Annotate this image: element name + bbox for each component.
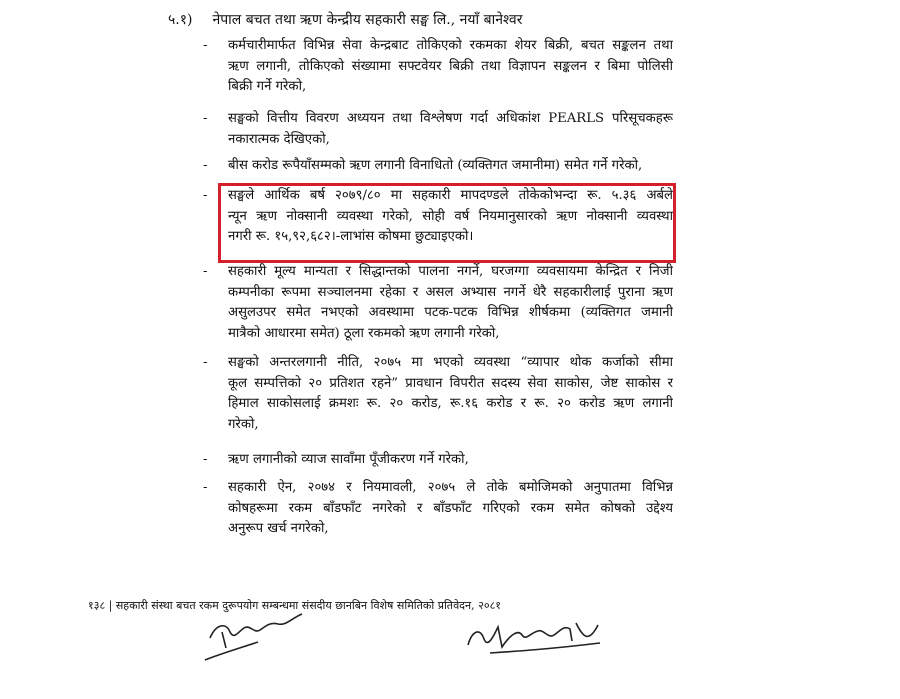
text-line: अनुरूप खर्च नगरेको, — [228, 521, 329, 536]
text-line: नकारात्मक देखिएको, — [228, 131, 330, 147]
section-number: ५.१) — [168, 12, 193, 28]
list-item-text — [228, 109, 673, 150]
text-line: गरेको, — [228, 416, 259, 432]
text-line: न्यून ऋण नोक्सानी व्यवस्था गरेको, सोही वर्ष नियमानुसारको ऋण नोक्सानी व्यवस्था — [228, 208, 673, 224]
list-item-text — [228, 156, 673, 177]
text-line: असुलउपर समेत नभएको अवस्थामा पटक-पटक विभिन्न शीर्षकमा (व्यक्तिगत जमानी — [228, 305, 673, 320]
text-line: सहकारी मूल्य मान्यता र सिद्धान्तको पालना नगर्ने, घरजग्गा व्यवसायमा केन्द्रित र निजी — [228, 264, 673, 279]
text-line: हिमाल साकोसलाई क्रमशः रू. २० करोड, रू.१६ करोड र रू. २० करोड ऋण लगानी — [228, 396, 673, 411]
text-line: मात्रैको आधारमा समेत) ठूला रकमको ऋण लगानी गरेको, — [228, 325, 500, 341]
list-item-text — [228, 36, 673, 98]
bullet-dash: - — [203, 111, 208, 126]
text-line: कोषहरूमा रकम बाँडफाँट नगरेको र बाँडफाँट गरिएको रकम समेत कोषको उद्देश्य — [228, 500, 673, 516]
text-line: बीस करोड रूपैयाँसम्मको ऋण लगानी विनाधितो (व्यक्तिगत जमानीमा) समेत गर्ने गरेको, — [228, 158, 643, 173]
signature-right-icon — [460, 605, 610, 665]
list-item-text — [228, 353, 673, 435]
bullet-dash: - — [203, 452, 208, 467]
text-line: बिक्री गर्ने गरेको, — [228, 79, 307, 94]
list-item-text — [228, 478, 673, 540]
text-line: नगरी रू. १५,९२,६८२।-लाभांस कोषमा छुट्याइएको। — [228, 229, 474, 244]
bullet-dash: - — [203, 158, 208, 173]
bullet-dash: - — [203, 264, 208, 279]
text-line: ऋण लगानी, तोकिएको संख्यामा सफ्टवेयर बिक्री तथा विज्ञापन सङ्कलन र बिमा पोलिसी — [228, 58, 673, 74]
text-line: कम्पनीका रूपमा सञ्चालनमा रहेका र असल अभ्यास नगर्ने धेरै सहकारीलाई पुराना ऋण — [228, 284, 673, 300]
text-line: सङ्घको अन्तरलगानी नीति, २०७५ मा भएको व्यवस्था “व्यापार थोक कर्जाको सीमा — [228, 355, 673, 370]
section-title: नेपाल बचत तथा ऋण केन्द्रीय सहकारी सङ्घ लि., नयाँ बानेश्वर — [212, 12, 523, 28]
page-footer: १३८ | सहकारी संस्था बचत रकम दुरूपयोग सम्बन्धमा संसदीय छानबिन विशेष समितिको प्रतिवेदन, २०८१ — [88, 599, 502, 612]
list-item-text — [228, 262, 673, 344]
text-line: सङ्घले आर्थिक बर्ष २०७९/८० मा सहकारी मापदण्डले तोकेकोभन्दा रू. ५.३६ अर्बले — [228, 188, 673, 203]
bullet-dash: - — [203, 355, 208, 370]
bullet-dash: - — [203, 188, 208, 203]
section-heading — [168, 10, 522, 29]
text-line: कर्मचारीमार्फत विभिन्न सेवा केन्द्रबाट तोकिएको रकमका शेयर बिक्री, बचत सङ्कलन तथा — [228, 38, 673, 53]
text-line: कूल सम्पत्तिको २० प्रतिशत रहने” प्रावधान विपरीत सदस्य सेवा साकोस, जेष्ट साकोस र — [228, 375, 673, 391]
text-line: ऋण लगानीको व्याज सावाँमा पूँजीकरण गर्ने गरेको, — [228, 452, 469, 467]
bullet-dash: - — [203, 480, 208, 495]
text-line: सङ्घको वित्तीय विवरण अध्ययन तथा विश्लेषण गर्दा अधिकांश PEARLS परिसूचकहरू — [228, 111, 673, 126]
signature-left-icon — [200, 608, 310, 668]
text-line: सहकारी ऐन, २०७४ र नियमावली, २०७५ ले तोके बमोजिमको अनुपातमा विभिन्न — [228, 480, 673, 495]
bullet-dash: - — [203, 38, 208, 53]
highlight-box — [218, 183, 676, 263]
list-item-text — [228, 450, 673, 471]
